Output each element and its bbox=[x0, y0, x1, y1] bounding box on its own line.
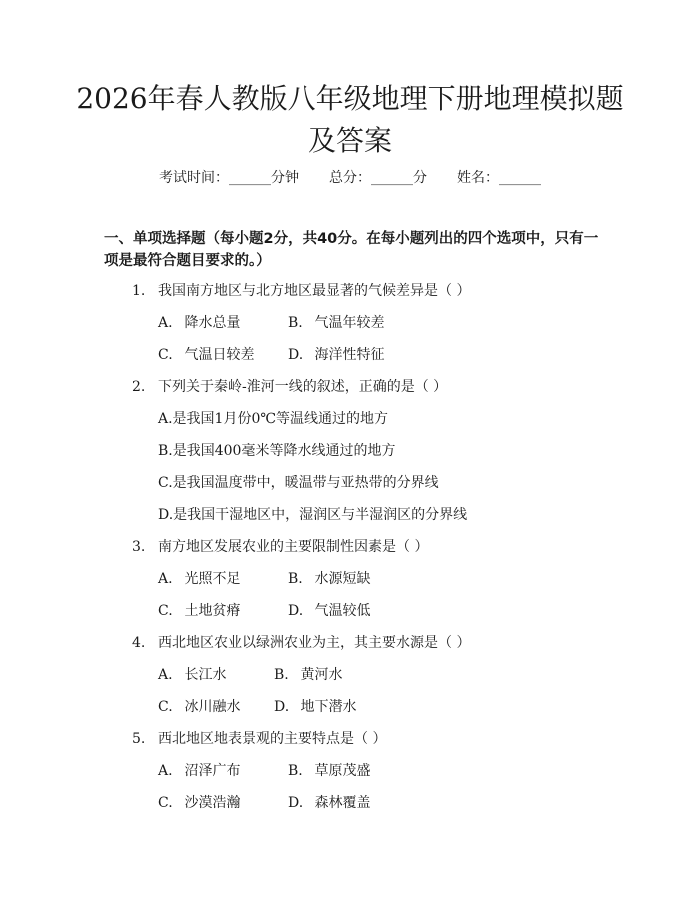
option-2b: B.是我国400毫米等降水线通过的地方 bbox=[158, 443, 396, 459]
question-2 bbox=[132, 377, 447, 397]
option-2c: C.是我国温度带中，暖温带与亚热带的分界线 bbox=[158, 475, 439, 491]
question-5 bbox=[132, 729, 386, 749]
option-2a: A.是我国1月份0℃等温线通过的地方 bbox=[158, 411, 389, 427]
option-5c: C. 沙漠浩瀚 bbox=[158, 795, 241, 811]
option-5d: D. 森林覆盖 bbox=[288, 795, 371, 811]
question-text: 西北地区农业以绿洲农业为主，其主要水源是（ ） bbox=[158, 635, 471, 651]
student-name-label: 姓名：______ bbox=[457, 170, 541, 186]
question-text: 西北地区地表景观的主要特点是（ ） bbox=[158, 731, 387, 747]
title-line-1: 2026年春人教版八年级地理下册地理模拟题 bbox=[76, 82, 624, 115]
question-number: 1. bbox=[132, 283, 146, 299]
total-score-label: 总分：______分 bbox=[329, 170, 427, 186]
option-1c: C. 气温日较差 bbox=[158, 347, 255, 363]
section-heading: 一、单项选择题（每小题2分，共40分。在每小题列出的四个选项中，只有一项是最符合题目要求的。） bbox=[104, 231, 599, 269]
option-1d: D. 海洋性特征 bbox=[288, 347, 385, 363]
question-3 bbox=[132, 537, 428, 557]
option-4c: C. 冰川融水 bbox=[158, 699, 241, 715]
option-3d: D. 气温较低 bbox=[288, 603, 371, 619]
option-1b: B. 气温年较差 bbox=[288, 315, 385, 331]
exam-time-label: 考试时间：______分钟 bbox=[159, 170, 299, 186]
option-3a: A. 光照不足 bbox=[158, 571, 241, 587]
page-title bbox=[60, 78, 640, 162]
question-4 bbox=[132, 633, 470, 653]
option-4b: B. 黄河水 bbox=[274, 667, 343, 683]
question-number: 3. bbox=[132, 539, 146, 555]
option-4a: A. 长江水 bbox=[158, 667, 227, 683]
question-1 bbox=[132, 281, 470, 301]
question-number: 4. bbox=[132, 635, 146, 651]
question-number: 2. bbox=[132, 379, 146, 395]
question-text: 南方地区发展农业的主要限制性因素是（ ） bbox=[158, 539, 429, 555]
option-4d: D. 地下潜水 bbox=[274, 699, 357, 715]
option-5b: B. 草原茂盛 bbox=[288, 763, 371, 779]
exam-info-line bbox=[0, 168, 700, 188]
option-1a: A. 降水总量 bbox=[158, 315, 241, 331]
option-3c: C. 土地贫瘠 bbox=[158, 603, 241, 619]
title-line-2: 及答案 bbox=[307, 124, 392, 157]
question-text: 我国南方地区与北方地区最显著的气候差异是（ ） bbox=[158, 283, 471, 299]
option-3b: B. 水源短缺 bbox=[288, 571, 371, 587]
question-number: 5. bbox=[132, 731, 146, 747]
option-5a: A. 沼泽广布 bbox=[158, 763, 241, 779]
option-2d: D.是我国干湿地区中，湿润区与半湿润区的分界线 bbox=[158, 507, 468, 523]
question-text: 下列关于秦岭-淮河一线的叙述，正确的是（ ） bbox=[158, 379, 448, 395]
